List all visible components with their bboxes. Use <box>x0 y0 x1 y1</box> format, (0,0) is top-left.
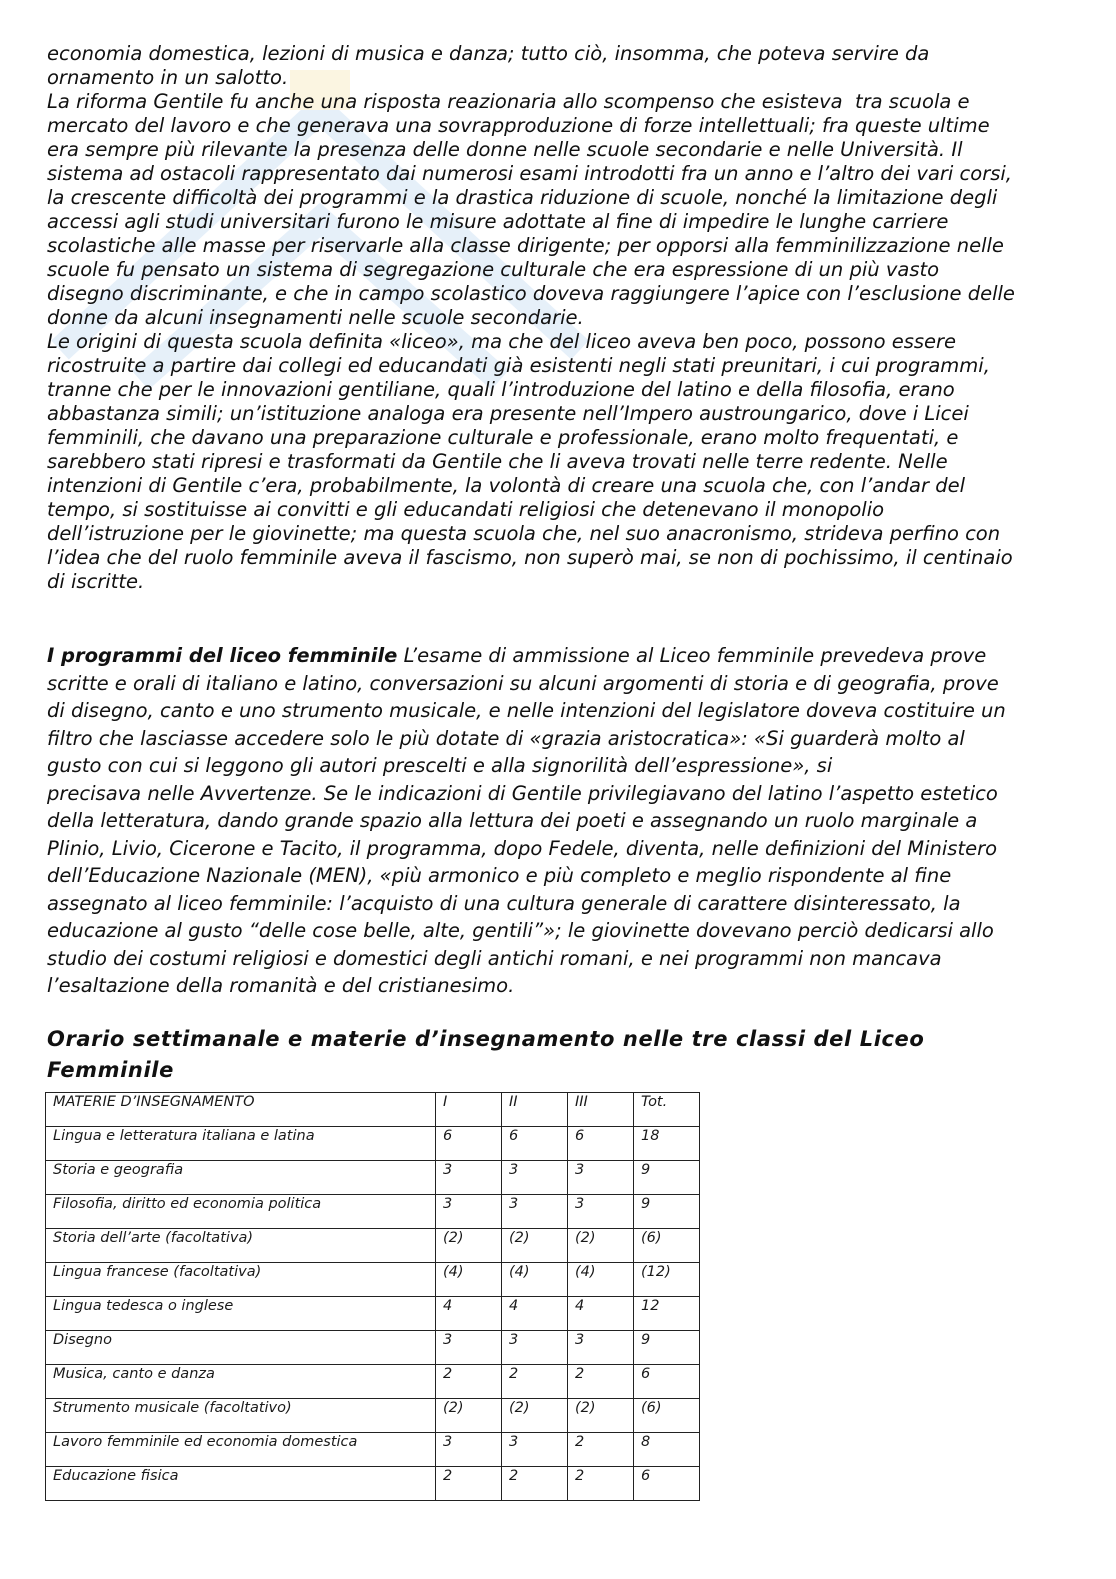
table-row <box>46 1399 700 1433</box>
hours-cell: 3 <box>568 1161 634 1195</box>
hours-cell: (2) <box>568 1229 634 1263</box>
paragraph-intro: economia domestica, lezioni di musica e danza; tutto ciò, insomma, che poteva servire da ornamento in un salotto. <box>47 42 930 89</box>
subject-cell: Storia dell’arte (facoltativa) <box>46 1229 436 1263</box>
spacer <box>47 1000 1077 1024</box>
subject-cell: Lingua e letteratura italiana e latina <box>46 1127 436 1161</box>
paragraph-programmi <box>47 642 1077 1000</box>
total-cell: (12) <box>634 1263 700 1297</box>
hours-cell: 3 <box>436 1195 502 1229</box>
paragraph-riforma-gentile: La riforma Gentile fu anche una risposta reazionaria allo scompenso che esisteva tra scuola e mercato del lavoro e che generava una sovrapproduzione di forze intellettuali; fra queste ultime era sempre più rilevante la presenza delle donne nelle scuole secondarie e nelle Università. Il sistema ad ostacoli rappresentato dai numerosi esami introdotti fra un anno e l’altro dei vari corsi, la crescente difficoltà dei programmi e la drastica riduzione di scuole, nonché la limitazione degli accessi agli studi universitari furono le misure adottate al fine di impedire le lunghe carriere scolastiche alle masse per riservarle alla classe dirigente; per opporsi alla femminilizzazione nelle scuole fu pensato un sistema di segregazione culturale che era espressione di un più vasto disegno discriminante, e che in campo scolastico doveva raggiungere l’apice con l’esclusione delle donne da alcuni insegnamenti nelle scuole secondarie. <box>47 90 1015 329</box>
programmi-heading: I programmi del liceo femminile <box>47 644 398 667</box>
header-cell: Tot. <box>634 1093 700 1127</box>
subject-cell: Educazione fisica <box>46 1467 436 1501</box>
total-cell: 18 <box>634 1127 700 1161</box>
total-cell: 9 <box>634 1331 700 1365</box>
subject-cell: Lingua francese (facoltativa) <box>46 1263 436 1297</box>
hours-cell: 4 <box>568 1297 634 1331</box>
table-row <box>46 1467 700 1501</box>
header-cell: I <box>436 1093 502 1127</box>
hours-cell: 3 <box>436 1331 502 1365</box>
subject-cell: Filosofia, diritto ed economia politica <box>46 1195 436 1229</box>
hours-cell: 3 <box>436 1433 502 1467</box>
hours-cell: (2) <box>502 1229 568 1263</box>
hours-cell: 6 <box>568 1127 634 1161</box>
table-row <box>46 1297 700 1331</box>
table-row <box>46 1229 700 1263</box>
total-cell: 6 <box>634 1467 700 1501</box>
hours-cell: 3 <box>502 1195 568 1229</box>
subject-cell: Storia e geografia <box>46 1161 436 1195</box>
hours-cell: (4) <box>502 1263 568 1297</box>
header-cell: III <box>568 1093 634 1127</box>
total-cell: 8 <box>634 1433 700 1467</box>
hours-cell: 4 <box>502 1297 568 1331</box>
hours-cell: 2 <box>436 1467 502 1501</box>
subject-cell: Strumento musicale (facoltativo) <box>46 1399 436 1433</box>
header-cell: MATERIE D’INSEGNAMENTO <box>46 1093 436 1127</box>
table-row <box>46 1365 700 1399</box>
table-row <box>46 1127 700 1161</box>
subject-cell: Musica, canto e danza <box>46 1365 436 1399</box>
table-row <box>46 1195 700 1229</box>
hours-cell: (4) <box>568 1263 634 1297</box>
hours-cell: (2) <box>502 1399 568 1433</box>
total-cell: 6 <box>634 1365 700 1399</box>
total-cell: 12 <box>634 1297 700 1331</box>
subject-cell: Lingua tedesca o inglese <box>46 1297 436 1331</box>
schedule-table <box>45 1092 700 1501</box>
hours-cell: 2 <box>502 1365 568 1399</box>
total-cell: (6) <box>634 1229 700 1263</box>
programmi-body: L’esame di ammissione al Liceo femminile prevedeva prove scritte e orali di italiano e latino, conversazioni su alcuni argomenti di storia e di geografia, prove di disegno, canto e uno strumento musicale, e nelle intenzioni del legislatore doveva costituire un filtro che lasciasse accedere solo le più dotate di «grazia aristocratica»: «Si guarderà molto al gusto con cui si leggono gli autori prescelti e alla signorilità dell’espressione», si precisava nelle Avvertenze. Se le indicazioni di Gentile privilegiavano del latino l’aspetto estetico della letteratura, dando grande spazio alla lettura dei poeti e assegnando un ruolo marginale a Plinio, Livio, Cicerone e Tacito, il programma, dopo Fedele, diventa, nelle definizioni del Ministero dell’Educazione Nazionale (MEN), «più armonico e più completo e meglio rispondente al fine assegnato al liceo femminile: l’acquisto di una cultura generale di carattere disinteressato, la educazione al gusto “delle cose belle, alte, gentili”»; le giovinette dovevano perciò dedicarsi allo studio dei costumi religiosi e domestici degli antichi romani, e nei programmi non mancava l’esaltazione della romanità e del cristianesimo. <box>47 644 1006 997</box>
total-cell: 9 <box>634 1195 700 1229</box>
hours-cell: (4) <box>436 1263 502 1297</box>
header-cell: II <box>502 1093 568 1127</box>
table-title: Orario settimanale e materie d’insegnamento nelle tre classi del Liceo Femminile <box>47 1026 925 1082</box>
hours-cell: 3 <box>568 1331 634 1365</box>
hours-cell: 3 <box>436 1161 502 1195</box>
document-page <box>47 42 1077 1086</box>
table-header-row <box>46 1093 700 1127</box>
paragraph-origini-liceo: Le origini di questa scuola definita «liceo», ma che del liceo aveva ben poco, possono essere ricostruite a partire dai collegi ed educandati già esistenti negli stati preunitari, i cui programmi, tranne che per le innovazioni gentiliane, quali l’introduzione del latino e della filosofia, erano abbastanza simili; un’istituzione analoga era presente nell’Impero austroungarico, dove i Licei femminili, che davano una preparazione culturale e professionale, erano molto frequentati, e sarebbero stati ripresi e trasformati da Gentile che li aveva trovati nelle terre redente. Nelle intenzioni di Gentile c’era, probabilmente, la volontà di creare una scuola che, con l’andar del tempo, si sostituisse ai convitti e gli educandati religiosi che detenevano il monopolio dell’istruzione per le giovinette; ma questa scuola che, nel suo anacronismo, strideva perfino con l’idea che del ruolo femminile aveva il fascismo, non superò mai, se non di pochissimo, il centinaio di iscritte. <box>47 330 1013 593</box>
total-cell: 9 <box>634 1161 700 1195</box>
hours-cell: 2 <box>568 1467 634 1501</box>
subject-cell: Disegno <box>46 1331 436 1365</box>
hours-cell: (2) <box>436 1229 502 1263</box>
hours-cell: 2 <box>568 1365 634 1399</box>
hours-cell: 3 <box>568 1195 634 1229</box>
hours-cell: (2) <box>568 1399 634 1433</box>
hours-cell: (2) <box>436 1399 502 1433</box>
subject-cell: Lavoro femminile ed economia domestica <box>46 1433 436 1467</box>
spacer <box>47 594 1077 642</box>
table-row <box>46 1433 700 1467</box>
hours-cell: 3 <box>502 1331 568 1365</box>
hours-cell: 2 <box>568 1433 634 1467</box>
total-cell: (6) <box>634 1399 700 1433</box>
table-row <box>46 1331 700 1365</box>
hours-cell: 2 <box>436 1365 502 1399</box>
hours-cell: 3 <box>502 1161 568 1195</box>
hours-cell: 4 <box>436 1297 502 1331</box>
hours-cell: 6 <box>436 1127 502 1161</box>
hours-cell: 2 <box>502 1467 568 1501</box>
table-row <box>46 1263 700 1297</box>
table-row <box>46 1161 700 1195</box>
hours-cell: 6 <box>502 1127 568 1161</box>
hours-cell: 3 <box>502 1433 568 1467</box>
